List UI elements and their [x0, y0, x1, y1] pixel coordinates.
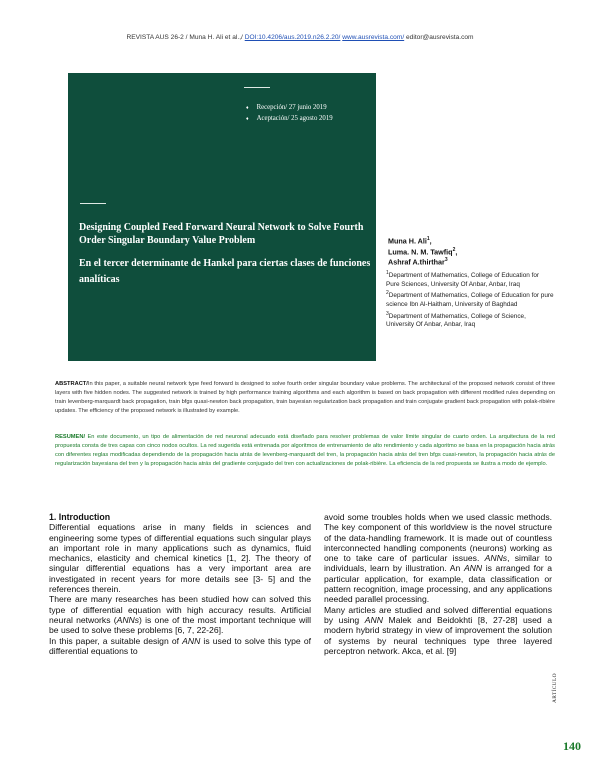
title-panel	[68, 73, 376, 361]
journal-citation: REVISTA AUS 26-2 / Muna H. Ali et al.,/	[126, 34, 243, 41]
abstract	[55, 380, 555, 416]
accepted-date: Aceptación/ 25 agosto 2019	[256, 115, 333, 122]
received-date: Recepción/ 27 junio 2019	[256, 104, 327, 111]
author-list	[388, 235, 457, 267]
diamond-bullet-icon: ♦	[246, 106, 249, 111]
doi-link[interactable]: DOI:10.4206/aus.2019.n26.2.20/	[244, 34, 341, 41]
website-link[interactable]: www.ausrevista.com/	[342, 34, 405, 41]
email-text: editor@ausrevista.com	[406, 34, 474, 41]
paragraph: avoid some troubles holds when we used classic methods. The key component of this worldview is the novel structure of the data-handling framework. It is made out of countless interconnected handling components (neurons) working as one to take care of particular issues. ANNs, similar to individuals, learn by illustration. An ANN is arranged for a particular application, for example, data classification or pattern recognition, image processing, and any applications needed parallel processing.	[324, 512, 553, 605]
affiliation: $^2$Department of Mathematics, College of Education for pure science Ibn Al-Haitham, University of Baghdad	[386, 290, 554, 309]
page-number: 140	[563, 739, 581, 753]
author: Ashraf A.thirthar$^3$	[388, 257, 448, 267]
affiliation: $^3$Department of Mathematics, College of Science, University Of Anbar, Anbar, Iraq	[386, 310, 526, 329]
section-heading: 1. Introduction	[49, 512, 111, 522]
paragraph: In this paper, a suitable design of ANN is used to solve this type of differential equations to	[49, 635, 311, 656]
resumen-text: En este documento, un tipo de alimentación de red neuronal adecuado está diseñado para resolver problemas de valor límite singular de cuarto orden. La arquitectura de la red propuesta consta de tres capas con cinco nodos ocultos. La red sugerida está entrenada por algoritmos de entrenamiento de alto rendimiento y cada algoritmo se basa en la propagación hacia atrás con diferentes reglas modificadas dependiendo de la propagación hacia atrás de levenberg-marquardt del tren, la propagación hacia atrás del tren bfgs cuasi-newton, la propagación hacia atrás de regularización bayesiana del tren y la propagación hacia atrás del gradiente conjugado del tren con actualizaciones de polak-ribière. La eficiencia de la red propuesta se ilustra a modo de ejemplo.	[55, 434, 555, 467]
body-column-left	[49, 512, 311, 656]
paragraph: Differential equations arise in many fields in sciences and engineering some types of differential equations such singular plays an important role in many applications such as dynamics, fluid mechanics, elasticity and chemical kinetics [1, 2]. The theory of singular differential equations has a very important area are investigated in recent years for more details see [3- 5] and the references therein.	[49, 522, 311, 595]
body-column-right	[324, 512, 552, 656]
submission-dates	[246, 103, 333, 125]
resumen	[55, 433, 555, 469]
affiliation-list	[386, 269, 554, 330]
resumen-label: RESUMEN/	[55, 434, 86, 440]
decorative-rule	[80, 203, 106, 204]
abstract-text: In this paper, a suitable neural network type feed forward is designed to solve fourth order singular boundary value problems. The architectural of the proposed network consist of three layers with five hidden nodes. The suggested network is trained by high performance training algorithms and each algorithm is based on back propagation with different modified rules depending on train levenberg-marquardt back propagation, train bfgs quasi-newton back propagation, train bayesian regularization back propagation and train conjugate gradient back propagation with polak-ribiére updates. The efficiency of the proposed network is illustrated by example.	[55, 381, 555, 414]
abstract-label: ABSTRACT/	[55, 381, 88, 387]
author: Luma. N. M. Tawfiq$^2$,	[388, 246, 458, 257]
diamond-bullet-icon: ♦	[246, 117, 249, 122]
running-header	[0, 34, 600, 41]
article-type-label: ARTÍCULO	[552, 673, 558, 703]
paper-title-english: Designing Coupled Feed Forward Neural Network to Solve Fourth Order Singular Boundary Value Problem	[79, 222, 364, 246]
paragraph: Many articles are studied and solved differential equations by using ANN Malek and Beidokhti [8, 27-28] used a modern hybrid strategy in view of improvement the solution of systems by neural techniques type three layered perceptron network. Akca, et al. [9]	[324, 604, 552, 656]
paper-title-spanish: En el tercer determinante de Hankel para ciertas clases de funciones analíticas	[79, 258, 371, 285]
decorative-rule	[244, 87, 270, 88]
author: Muna H. Ali$^1$,	[388, 236, 432, 246]
affiliation: $^1$Department of Mathematics, College of Education for Pure Sciences, University Of Anbar, Anbar, Iraq	[386, 270, 540, 288]
paragraph: There are many researches has been studied how can solved this type of differential equation with high accuracy results. Artificial neural networks (ANNs) is one of the most important technique will be used to solve these problems [6, 7, 22-26].	[49, 594, 311, 636]
